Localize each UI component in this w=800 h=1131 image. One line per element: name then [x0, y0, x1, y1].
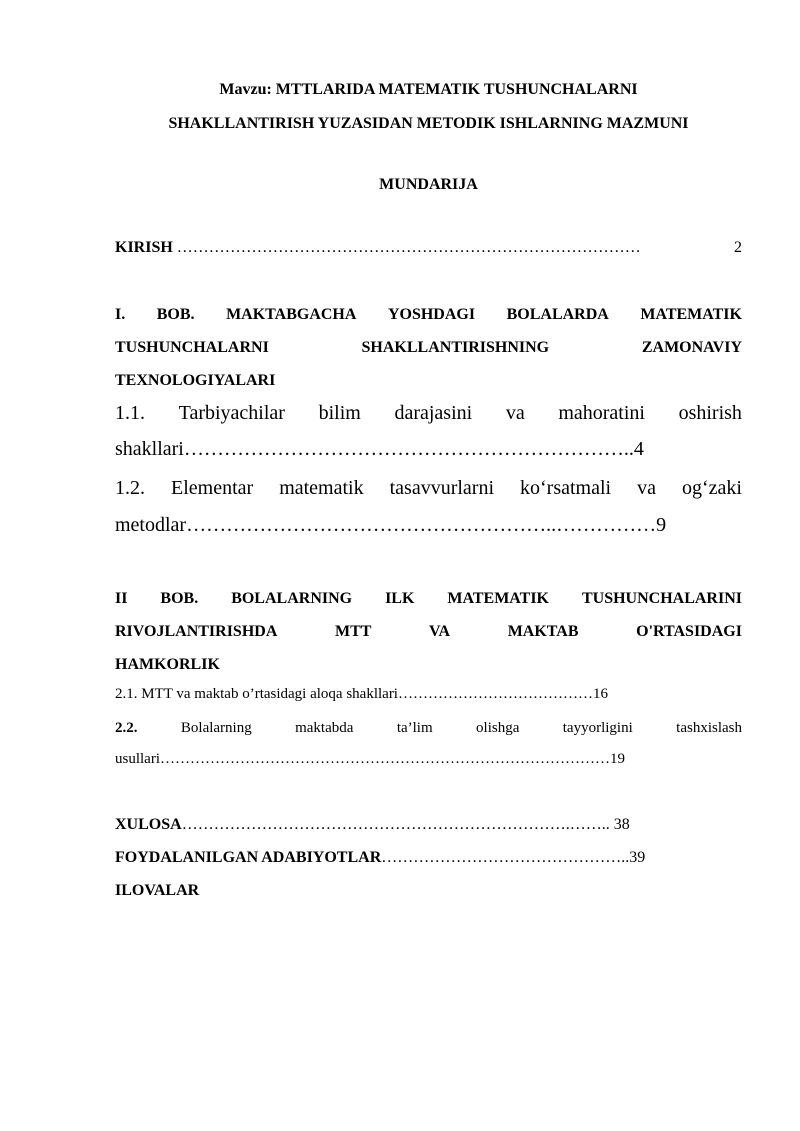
chapter-2-word: BOLALARNING	[231, 590, 353, 607]
chapter-2-word: BOB.	[160, 590, 199, 607]
section-1-1-word: Tarbiyachilar	[178, 402, 285, 424]
chapter-1-word: MAKTABGACHA	[226, 306, 357, 323]
chapter-1-word: SHAKLLANTIRISHNING	[361, 339, 550, 356]
toc-entry-adabiyotlar	[115, 846, 742, 870]
title-line-2: SHAKLLANTIRISH YUZASIDAN METODIK ISHLARNING MAZMUNI	[168, 115, 689, 132]
section-1-1-word: oshirish	[678, 402, 742, 424]
section-2-2-line-2: usullari………………………………………………………………………………19	[115, 751, 625, 767]
chapter-1-word: BOLALARDA	[506, 306, 609, 323]
section-2-2-word: Bolalarning	[180, 720, 252, 736]
chapter-2-word: O'RTASIDAGI	[636, 623, 742, 640]
chapter-2-word: II	[115, 590, 128, 607]
section-1-2-line-2: metodlar………………………………………………..……………9	[115, 514, 667, 536]
toc-dots-adabiyotlar: ………………………………………..39	[381, 849, 646, 866]
chapter-2-word: ILK	[385, 590, 415, 607]
contents-heading: MUNDARIJA	[379, 176, 478, 193]
chapter-1-word: ZAMONAVIY	[641, 339, 742, 356]
chapter-2-word: MAKTAB	[507, 623, 579, 640]
toc-label-kirish: KIRISH	[115, 239, 173, 256]
section-2-2-word: ta’lim	[396, 720, 433, 736]
section-1-1-line-2: shakllari…………………………………………………………..4	[115, 438, 644, 460]
chapter-2-word: MATEMATIK	[447, 590, 549, 607]
section-1-1-word: 1.1.	[115, 402, 145, 424]
chapter-1-heading-line-3: TEXNOLOGIYALARI	[115, 372, 276, 389]
toc-entry-xulosa	[115, 813, 742, 837]
toc-entry-ilovalar: ILOVALAR	[115, 882, 200, 899]
section-1-1-word: bilim	[318, 402, 361, 424]
section-1-1-word: mahoratini	[558, 402, 645, 424]
chapter-1-heading-line-1	[115, 303, 742, 327]
chapter-2-heading-line-2	[115, 620, 742, 644]
chapter-2-word: RIVOJLANTIRISHDA	[115, 623, 278, 640]
section-2-2-word: tashxislash	[676, 720, 742, 736]
section-1-2-word: 1.2.	[115, 477, 145, 499]
chapter-2-word: MTT	[334, 623, 372, 640]
section-1-2-word: og‘zaki	[682, 477, 742, 499]
chapter-1-word: BOB.	[156, 306, 195, 323]
toc-label-adabiyotlar: FOYDALANILGAN ADABIYOTLAR	[115, 849, 382, 866]
section-1-2-line-1	[115, 474, 742, 502]
section-1-2-word: tasavvurlarni	[389, 477, 495, 499]
toc-page-kirish: 2	[734, 239, 742, 256]
section-1-1-line-1	[115, 399, 742, 427]
chapter-2-word: TUSHUNCHALARINI	[581, 590, 742, 607]
section-2-2-word: olishga	[476, 720, 520, 736]
chapter-1-word: I.	[115, 306, 126, 323]
section-2-1: 2.1. MTT va maktab o’rtasidagi aloqa shakllari…………………………………16	[115, 686, 608, 702]
chapter-1-word: TUSHUNCHALARNI	[115, 339, 269, 356]
chapter-2-word: VA	[429, 623, 451, 640]
toc-dots-xulosa: ……………………………………………………………….…….. 38	[181, 816, 630, 833]
section-2-2-word: tayyorligini	[562, 720, 633, 736]
section-2-2-line-1	[115, 717, 742, 739]
toc-label-xulosa: XULOSA	[115, 816, 182, 833]
section-1-2-word: va	[637, 477, 656, 499]
section-2-2-word: maktabda	[295, 720, 354, 736]
chapter-2-heading-line-3: HAMKORLIK	[115, 656, 220, 673]
chapter-2-heading-line-1	[115, 587, 742, 611]
section-1-2-word: matematik	[279, 477, 364, 499]
chapter-1-word: MATEMATIK	[640, 306, 742, 323]
title-line-1: Mavzu: MTTLARIDA MATEMATIK TUSHUNCHALARNI	[219, 81, 638, 98]
toc-dots-kirish: ……………………………………………………………………………	[172, 239, 641, 256]
toc-entry-kirish	[115, 236, 742, 260]
section-1-1-word: darajasini	[394, 402, 473, 424]
section-1-2-word: Elementar	[171, 477, 254, 499]
section-1-2-word: ko‘rsatmali	[520, 477, 612, 499]
section-2-2-number: 2.2.	[115, 720, 138, 736]
section-1-1-word: va	[505, 402, 525, 424]
chapter-1-heading-line-2	[115, 336, 742, 360]
chapter-1-word: YOSHDAGI	[387, 306, 476, 323]
